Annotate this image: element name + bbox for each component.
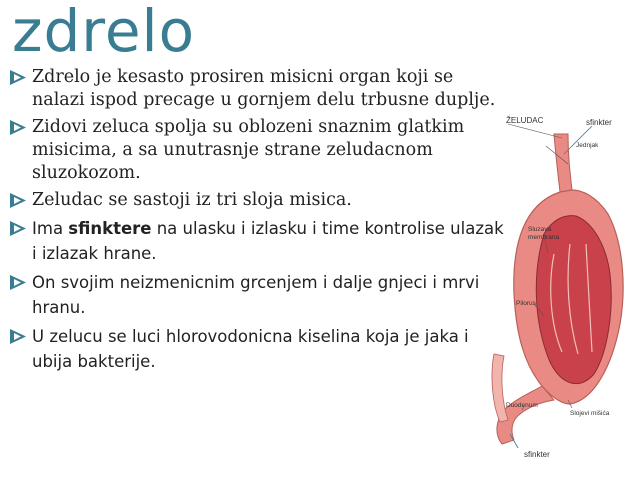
sfinktere-term: sfinktere [68, 219, 152, 238]
label-membrana: membrana [528, 234, 560, 241]
arrow-bullet-icon [8, 189, 28, 212]
stomach-drawing [484, 104, 638, 476]
bullet-4 [6, 216, 506, 266]
bullet-2 [6, 116, 506, 185]
label-pilorus: Pilorus [516, 300, 536, 307]
arrow-bullet-icon [8, 270, 28, 295]
label-duodenum: Duodenum [506, 402, 538, 409]
bullet-6-text: U zelucu se luci hlorovodonicna kiselina koja je jaka i ubija bakterije. [32, 327, 469, 371]
label-jednjak: Jednjak [576, 142, 599, 149]
label-zeludac: ŽELUDAC [506, 116, 544, 125]
bullet-5-text: On svojim neizmenicnim grcenjem i dalje gnjeci i mrvi hranu. [32, 273, 480, 317]
label-slojevi: Slojevi mišića [570, 410, 610, 417]
slide-title: zdrelo [12, 0, 196, 65]
bullet-3 [6, 189, 506, 212]
label-sfinkter-top: sfinkter [586, 118, 612, 127]
label-sfinkter-bottom: sfinkter [524, 450, 550, 459]
bullet-3-text: Zeludac se sastoji iz tri sloja misica. [32, 190, 352, 210]
label-sluzava: Sluzava [528, 226, 552, 233]
bullet-6 [6, 324, 506, 374]
bullet-1 [6, 66, 506, 112]
stomach-illustration [484, 104, 638, 476]
bullet-5 [6, 270, 506, 320]
bullet-2-text: Zidovi zeluca spolja su oblozeni snaznim glatkim misicima, a sa unutrasnje strane zeludacnom sluzokozom. [32, 117, 465, 183]
bullet-4-text: Ima sfinktere na ulasku i izlasku i time kontrolise ulazak i izlazak hrane. [32, 219, 504, 263]
arrow-bullet-icon [8, 66, 28, 89]
arrow-bullet-icon [8, 324, 28, 349]
arrow-bullet-icon [8, 216, 28, 241]
bullet-1-text: Zdrelo je kesasto prosiren misicni organ koji se nalazi ispod precage u gornjem delu trbusne duplje. [32, 67, 496, 110]
arrow-bullet-icon [8, 116, 28, 139]
bullet-list [6, 66, 506, 378]
